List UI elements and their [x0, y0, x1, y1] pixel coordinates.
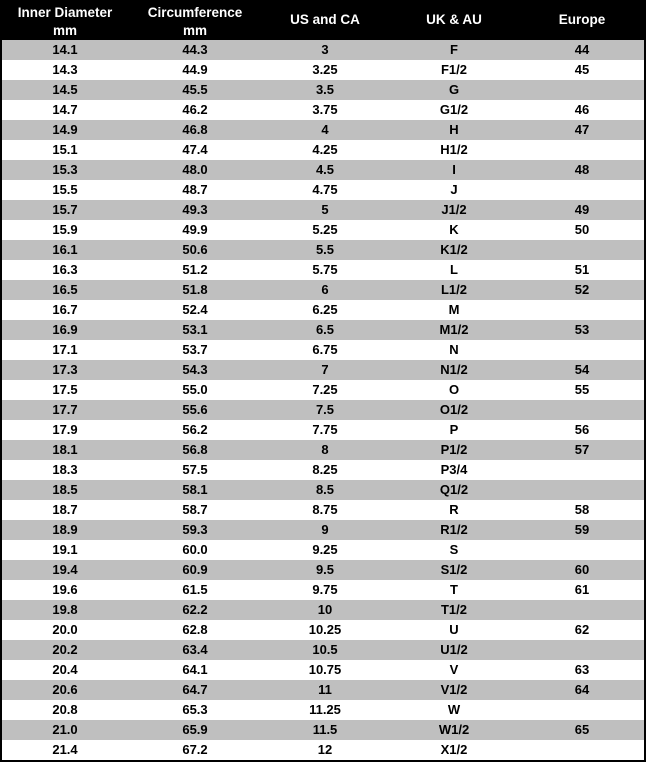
cell-us-ca-size: 3.75 [312, 102, 338, 117]
table-row [2, 180, 644, 200]
cell-inner-diameter: 14.7 [52, 102, 78, 117]
cell-europe-size: 56 [574, 422, 590, 437]
cell-europe-size [520, 600, 644, 620]
cell-inner-diameter: 20.6 [52, 682, 78, 697]
cell-us-ca-size: 11.25 [309, 702, 341, 717]
cell-circumference: 64.1 [182, 662, 208, 677]
cell-inner-diameter: 20.2 [52, 642, 78, 657]
cell-europe-size: 57 [574, 442, 590, 457]
cell-europe-size [520, 340, 644, 360]
cell-inner-diameter: 17.3 [52, 362, 78, 377]
cell-europe-size [520, 80, 644, 100]
table-header [2, 0, 644, 40]
cell-inner-diameter: 18.5 [52, 482, 78, 497]
cell-uk-au-size: U [449, 622, 459, 637]
cell-europe-size: 54 [574, 362, 590, 377]
cell-europe-size [520, 460, 644, 480]
cell-inner-diameter: 16.7 [52, 302, 78, 317]
cell-europe-size: 58 [574, 502, 590, 517]
table-row [2, 580, 644, 600]
cell-uk-au-size: K1/2 [440, 242, 468, 257]
cell-circumference: 63.4 [182, 642, 208, 657]
table-row [2, 280, 644, 300]
cell-europe-size: 59 [574, 522, 590, 537]
cell-us-ca-size: 3.5 [315, 82, 335, 97]
cell-circumference: 65.9 [182, 722, 208, 737]
cell-circumference: 48.7 [182, 182, 208, 197]
cell-inner-diameter: 18.9 [52, 522, 78, 537]
cell-europe-size [520, 300, 644, 320]
cell-us-ca-size: 5.75 [312, 262, 338, 277]
cell-europe-size: 63 [574, 662, 590, 677]
cell-inner-diameter: 20.4 [52, 662, 78, 677]
cell-circumference: 58.1 [182, 482, 208, 497]
cell-us-ca-size: 10.25 [308, 622, 342, 637]
cell-uk-au-size: T1/2 [440, 602, 467, 617]
cell-europe-size [520, 700, 644, 720]
cell-us-ca-size: 6 [321, 282, 329, 297]
cell-uk-au-size: S [449, 542, 459, 557]
cell-circumference: 59.3 [182, 522, 208, 537]
cell-us-ca-size: 5 [321, 202, 329, 217]
cell-inner-diameter: 14.1 [52, 42, 78, 57]
cell-circumference: 46.2 [182, 102, 208, 117]
cell-circumference: 55.0 [182, 382, 208, 397]
cell-us-ca-size: 6.75 [312, 342, 338, 357]
cell-inner-diameter: 16.1 [52, 242, 78, 257]
cell-inner-diameter: 15.7 [52, 202, 78, 217]
table-row [2, 200, 644, 220]
table-row [2, 460, 644, 480]
cell-circumference: 62.8 [182, 622, 208, 637]
table-row [2, 620, 644, 640]
header-europe-label: Europe [558, 12, 606, 27]
cell-europe-size: 53 [574, 322, 590, 337]
table-row [2, 480, 644, 500]
table-row [2, 60, 644, 80]
cell-uk-au-size: R [449, 502, 459, 517]
cell-inner-diameter: 19.6 [52, 582, 78, 597]
header-circumference [128, 0, 262, 40]
cell-circumference: 64.7 [182, 682, 208, 697]
table-row [2, 40, 644, 60]
cell-inner-diameter: 19.1 [52, 542, 78, 557]
cell-circumference: 44.3 [182, 42, 208, 57]
cell-us-ca-size: 6.25 [312, 302, 338, 317]
cell-europe-size: 48 [574, 162, 590, 177]
table-row [2, 500, 644, 520]
cell-circumference: 49.3 [182, 202, 208, 217]
cell-uk-au-size: Q1/2 [439, 482, 469, 497]
table-row [2, 260, 644, 280]
table-row [2, 700, 644, 720]
cell-uk-au-size: O [448, 382, 460, 397]
cell-circumference: 49.9 [182, 222, 208, 237]
cell-us-ca-size: 7.25 [312, 382, 338, 397]
cell-uk-au-size: F [450, 42, 458, 57]
cell-inner-diameter: 20.8 [52, 702, 78, 717]
header-circumference-line2: mm [182, 23, 207, 38]
cell-europe-size [520, 480, 644, 500]
header-circumference-line1: Circumference [147, 5, 243, 20]
cell-uk-au-size: V1/2 [440, 682, 468, 697]
cell-europe-size [520, 640, 644, 660]
cell-circumference: 56.2 [182, 422, 208, 437]
cell-uk-au-size: H1/2 [440, 142, 468, 157]
table-body [2, 40, 644, 760]
header-inner-diameter-line2: mm [52, 23, 77, 38]
cell-circumference: 55.6 [182, 402, 208, 417]
cell-us-ca-size: 5.25 [312, 222, 338, 237]
cell-inner-diameter: 18.1 [52, 442, 78, 457]
cell-circumference: 60.9 [182, 562, 208, 577]
cell-circumference: 54.3 [182, 362, 208, 377]
cell-uk-au-size: N [449, 342, 459, 357]
header-uk-au [388, 0, 520, 40]
cell-us-ca-size: 9 [321, 522, 329, 537]
cell-us-ca-size: 4.75 [312, 182, 338, 197]
cell-circumference: 60.0 [182, 542, 208, 557]
table-row [2, 300, 644, 320]
cell-uk-au-size: P [449, 422, 459, 437]
cell-us-ca-size: 6.5 [315, 322, 335, 337]
cell-europe-size [520, 540, 644, 560]
table-row [2, 660, 644, 680]
table-row [2, 740, 644, 760]
cell-inner-diameter: 15.5 [52, 182, 78, 197]
table-row [2, 440, 644, 460]
cell-us-ca-size: 9.75 [312, 582, 338, 597]
cell-uk-au-size: G [448, 82, 460, 97]
header-us-ca [262, 0, 388, 40]
table-row [2, 380, 644, 400]
cell-us-ca-size: 7 [321, 362, 329, 377]
cell-uk-au-size: W1/2 [438, 722, 470, 737]
cell-europe-size: 64 [574, 682, 590, 697]
cell-uk-au-size: I [452, 162, 456, 177]
cell-circumference: 65.3 [182, 702, 208, 717]
table-row [2, 540, 644, 560]
cell-circumference: 51.2 [182, 262, 208, 277]
cell-inner-diameter: 16.9 [52, 322, 78, 337]
cell-europe-size [520, 740, 644, 760]
cell-uk-au-size: S1/2 [440, 562, 468, 577]
cell-uk-au-size: M1/2 [439, 322, 469, 337]
cell-inner-diameter: 19.8 [52, 602, 78, 617]
cell-inner-diameter: 17.5 [52, 382, 78, 397]
cell-us-ca-size: 3 [321, 42, 329, 57]
cell-europe-size: 51 [574, 262, 590, 277]
cell-europe-size: 45 [574, 62, 590, 77]
cell-europe-size: 44 [574, 42, 590, 57]
cell-inner-diameter: 18.3 [52, 462, 78, 477]
cell-us-ca-size: 5.5 [315, 242, 335, 257]
cell-circumference: 58.7 [182, 502, 208, 517]
cell-europe-size [520, 240, 644, 260]
cell-us-ca-size: 12 [317, 742, 333, 757]
cell-us-ca-size: 10.5 [312, 642, 338, 657]
cell-us-ca-size: 8.75 [312, 502, 338, 517]
cell-uk-au-size: T [450, 582, 458, 597]
cell-uk-au-size: U1/2 [440, 642, 468, 657]
cell-inner-diameter: 17.9 [52, 422, 78, 437]
cell-inner-diameter: 14.9 [52, 122, 78, 137]
cell-uk-au-size: J1/2 [441, 202, 467, 217]
table-row [2, 100, 644, 120]
cell-uk-au-size: R1/2 [440, 522, 468, 537]
cell-inner-diameter: 19.4 [52, 562, 78, 577]
cell-us-ca-size: 9.25 [312, 542, 338, 557]
cell-europe-size: 52 [574, 282, 590, 297]
cell-inner-diameter: 14.5 [52, 82, 78, 97]
cell-circumference: 56.8 [182, 442, 208, 457]
cell-circumference: 47.4 [182, 142, 208, 157]
cell-uk-au-size: P1/2 [440, 442, 468, 457]
table-row [2, 320, 644, 340]
cell-us-ca-size: 4 [321, 122, 329, 137]
cell-circumference: 53.7 [182, 342, 208, 357]
cell-europe-size: 61 [574, 582, 590, 597]
cell-circumference: 57.5 [182, 462, 208, 477]
cell-circumference: 48.0 [182, 162, 208, 177]
cell-europe-size: 47 [574, 122, 590, 137]
cell-us-ca-size: 8 [321, 442, 329, 457]
cell-inner-diameter: 15.3 [52, 162, 78, 177]
table-row [2, 140, 644, 160]
table-row [2, 640, 644, 660]
cell-circumference: 67.2 [182, 742, 208, 757]
cell-circumference: 51.8 [182, 282, 208, 297]
cell-circumference: 62.2 [182, 602, 208, 617]
cell-us-ca-size: 8.25 [312, 462, 338, 477]
cell-circumference: 50.6 [182, 242, 208, 257]
cell-inner-diameter: 21.4 [52, 742, 78, 757]
cell-inner-diameter: 18.7 [52, 502, 78, 517]
cell-inner-diameter: 16.3 [52, 262, 78, 277]
cell-europe-size: 50 [574, 222, 590, 237]
table-row [2, 340, 644, 360]
table-row [2, 600, 644, 620]
cell-inner-diameter: 15.9 [52, 222, 78, 237]
cell-uk-au-size: W [447, 702, 461, 717]
cell-uk-au-size: M [448, 302, 460, 317]
cell-us-ca-size: 4.25 [312, 142, 338, 157]
cell-us-ca-size: 3.25 [312, 62, 338, 77]
cell-inner-diameter: 17.7 [52, 402, 78, 417]
header-uk-au-label: UK & AU [426, 12, 482, 27]
table-row [2, 520, 644, 540]
cell-us-ca-size: 11.5 [312, 722, 338, 737]
cell-us-ca-size: 10 [317, 602, 333, 617]
table-row [2, 720, 644, 740]
cell-europe-size: 46 [574, 102, 590, 117]
cell-inner-diameter: 21.0 [52, 722, 78, 737]
cell-us-ca-size: 7.75 [312, 422, 338, 437]
table-row [2, 80, 644, 100]
cell-uk-au-size: V [449, 662, 459, 677]
cell-uk-au-size: O1/2 [439, 402, 469, 417]
table-row [2, 360, 644, 380]
cell-circumference: 46.8 [182, 122, 208, 137]
cell-uk-au-size: F1/2 [440, 62, 467, 77]
cell-uk-au-size: J [450, 182, 458, 197]
cell-uk-au-size: G1/2 [439, 102, 469, 117]
cell-inner-diameter: 16.5 [52, 282, 78, 297]
cell-europe-size: 49 [574, 202, 590, 217]
cell-us-ca-size: 10.75 [308, 662, 342, 677]
header-inner-diameter-line1: Inner Diameter [17, 5, 113, 20]
cell-uk-au-size: P3/4 [440, 462, 468, 477]
table-row [2, 240, 644, 260]
cell-us-ca-size: 9.5 [315, 562, 335, 577]
cell-inner-diameter: 14.3 [52, 62, 78, 77]
header-inner-diameter [2, 0, 128, 40]
cell-europe-size: 60 [574, 562, 590, 577]
table-row [2, 220, 644, 240]
cell-europe-size [520, 140, 644, 160]
table-row [2, 560, 644, 580]
cell-us-ca-size: 8.5 [315, 482, 335, 497]
table-row [2, 120, 644, 140]
cell-inner-diameter: 15.1 [52, 142, 78, 157]
header-us-ca-label: US and CA [290, 12, 360, 27]
table-row [2, 420, 644, 440]
cell-uk-au-size: N1/2 [440, 362, 468, 377]
table-row [2, 680, 644, 700]
cell-europe-size [520, 180, 644, 200]
table-row [2, 400, 644, 420]
cell-europe-size: 62 [574, 622, 590, 637]
cell-circumference: 53.1 [182, 322, 208, 337]
header-europe [520, 0, 644, 40]
cell-circumference: 52.4 [182, 302, 208, 317]
table-row [2, 160, 644, 180]
cell-circumference: 45.5 [182, 82, 208, 97]
cell-circumference: 61.5 [182, 582, 208, 597]
cell-europe-size: 65 [574, 722, 590, 737]
cell-circumference: 44.9 [182, 62, 208, 77]
cell-uk-au-size: L1/2 [440, 282, 467, 297]
cell-inner-diameter: 17.1 [52, 342, 78, 357]
cell-us-ca-size: 7.5 [315, 402, 335, 417]
cell-uk-au-size: H [449, 122, 459, 137]
cell-uk-au-size: L [450, 262, 458, 277]
cell-europe-size: 55 [574, 382, 590, 397]
cell-europe-size [520, 400, 644, 420]
cell-uk-au-size: K [449, 222, 459, 237]
cell-uk-au-size: X1/2 [440, 742, 468, 757]
cell-inner-diameter: 20.0 [52, 622, 78, 637]
cell-us-ca-size: 11 [318, 682, 332, 697]
cell-us-ca-size: 4.5 [315, 162, 335, 177]
